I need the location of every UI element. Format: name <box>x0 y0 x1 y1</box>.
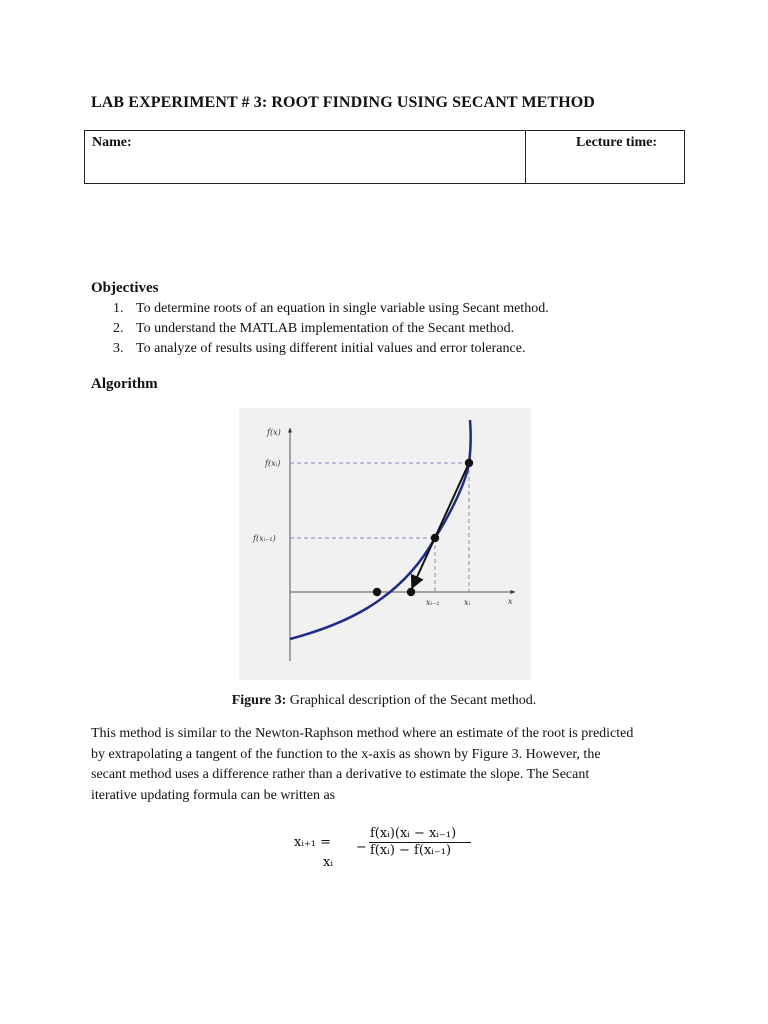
f-xi-1-label: f(xᵢ₋₁) <box>253 534 276 543</box>
formula-numerator: f(xᵢ)(xᵢ − xᵢ₋₁) <box>370 826 457 841</box>
item-text: To analyze of results using different initial values and error tolerance. <box>136 341 526 356</box>
secant-figure <box>239 408 531 680</box>
caption-text: Graphical description of the Secant method. <box>286 693 537 708</box>
formula-denominator: f(xᵢ) − f(xᵢ₋₁) <box>370 843 452 858</box>
name-cell[interactable] <box>85 131 526 183</box>
point-xi-1 <box>431 534 439 542</box>
lecture-time-cell[interactable] <box>526 131 684 183</box>
paragraph-line: secant method uses a difference rather than a derivative to estimate the slope. The Secant <box>91 767 590 782</box>
formula-xi: xᵢ <box>323 855 333 870</box>
figure-caption <box>0 693 768 709</box>
item-number: 2. <box>113 321 124 336</box>
list-item <box>113 340 549 360</box>
y-axis-label: f(x) <box>267 428 281 437</box>
caption-label: Figure 3: <box>231 693 287 708</box>
formula-minus: − <box>356 840 367 855</box>
secant-diagram <box>239 408 531 680</box>
item-text: To understand the MATLAB implementation of the Secant method. <box>136 321 515 336</box>
function-curve <box>290 420 471 639</box>
list-item <box>113 300 549 320</box>
page-title: LAB EXPERIMENT # 3: ROOT FINDING USING SECANT METHOD <box>91 94 595 111</box>
objectives-list <box>113 300 549 360</box>
xi-1-label: xᵢ₋₁ <box>426 598 440 607</box>
body-paragraph <box>91 724 678 806</box>
paragraph-line: iterative updating formula can be written as <box>91 787 336 803</box>
algorithm-heading: Algorithm <box>91 376 158 392</box>
point-xi-plus-1 <box>407 588 415 596</box>
point-root <box>373 588 381 596</box>
point-xi <box>465 459 473 467</box>
objectives-heading: Objectives <box>91 280 159 296</box>
name-label: Name: <box>92 135 132 150</box>
list-item <box>113 320 549 340</box>
lecture-time-label: Lecture time: <box>576 135 657 150</box>
formula-lhs: xᵢ₊₁ = <box>294 835 332 850</box>
x-axis-label: x <box>508 597 513 606</box>
paragraph-line: by extrapolating a tangent of the function to the x-axis as shown by Figure 3. However, the <box>91 746 601 762</box>
student-info-table <box>84 130 685 184</box>
xi-label: xᵢ <box>464 598 471 607</box>
secant-arrow <box>412 463 469 588</box>
item-number: 1. <box>113 301 124 316</box>
item-number: 3. <box>113 341 124 356</box>
item-text: To determine roots of an equation in single variable using Secant method. <box>136 301 549 316</box>
f-xi-label: f(xᵢ) <box>265 459 281 468</box>
paragraph-line: This method is similar to the Newton-Raphson method where an estimate of the root is predicted <box>91 726 634 741</box>
